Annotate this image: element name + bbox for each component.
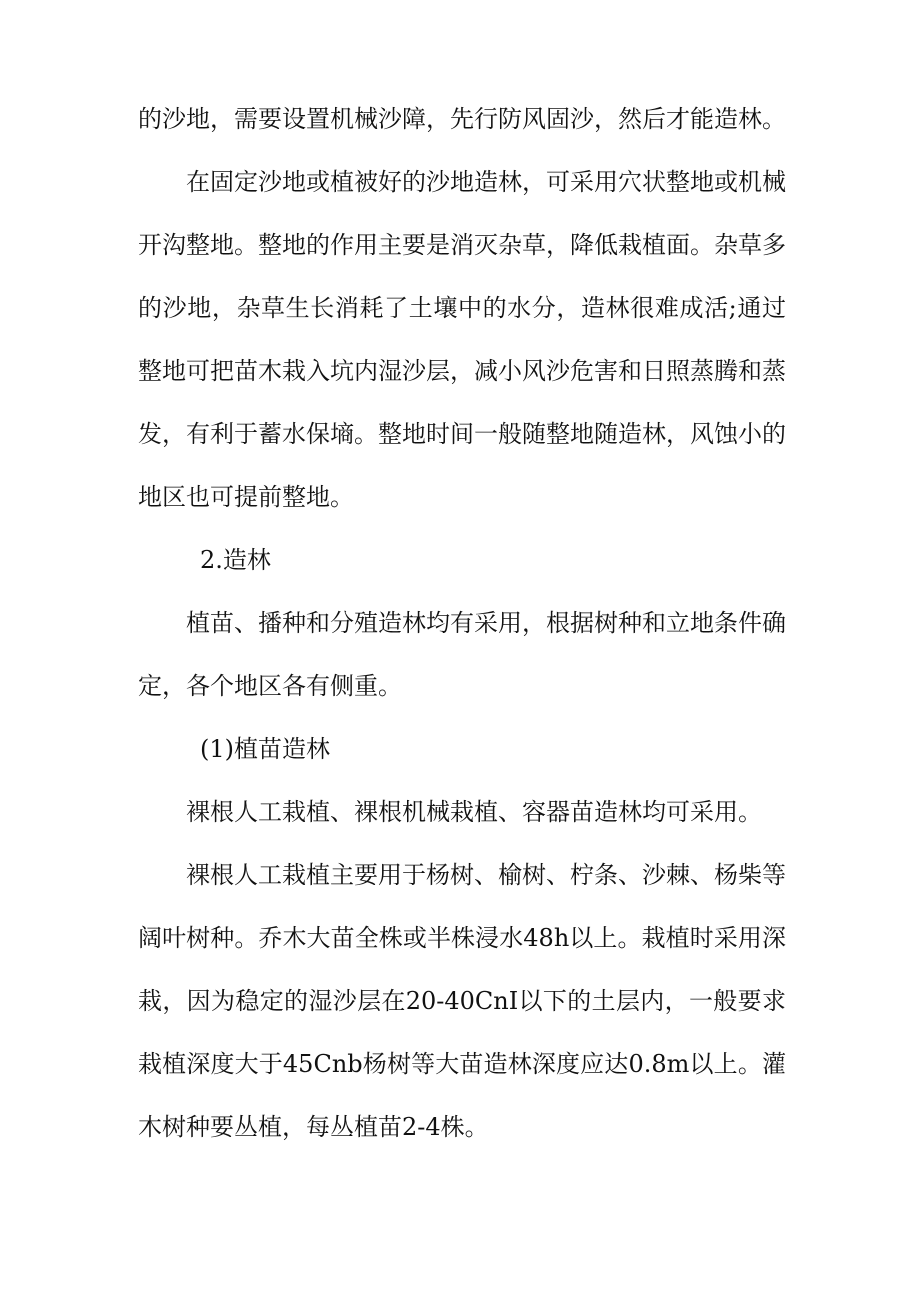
paragraph-continuation: 的沙地，需要设置机械沙障，先行防风固沙，然后才能造林。	[138, 105, 786, 133]
paragraph-planting-types: 裸根人工栽植、裸根机械栽植、容器苗造林均可采用。	[186, 798, 762, 826]
section-heading-afforestation: 2.造林	[200, 546, 271, 574]
paragraph-bare-root-planting: 裸根人工栽植主要用于杨树、榆树、柠条、沙棘、杨柴等阔叶树种。乔木大苗全株或半株浸水48h以上。栽植时采用深栽，因为稳定的湿沙层在20-40CnI以下的土层内，一般要求栽植深度大于45Cnb杨树等大苗造林深度应达0.8m以上。灌木树种要丛植，每丛植苗2-4株。	[138, 861, 786, 1141]
document-body	[138, 88, 786, 1159]
paragraph-afforestation-methods: 植苗、播种和分殖造林均有采用，根据树种和立地条件确定，各个地区各有侧重。	[138, 609, 786, 700]
paragraph-site-preparation: 在固定沙地或植被好的沙地造林，可采用穴状整地或机械开沟整地。整地的作用主要是消灭杂草，降低栽植面。杂草多的沙地，杂草生长消耗了土壤中的水分，造林很难成活;通过整地可把苗木栽入坑内湿沙层，减小风沙危害和日照蒸腾和蒸发，有利于蓄水保墒。整地时间一般随整地随造林，风蚀小的地区也可提前整地。	[138, 168, 786, 511]
subsection-heading-seedling-planting: (1)植苗造林	[200, 735, 330, 763]
